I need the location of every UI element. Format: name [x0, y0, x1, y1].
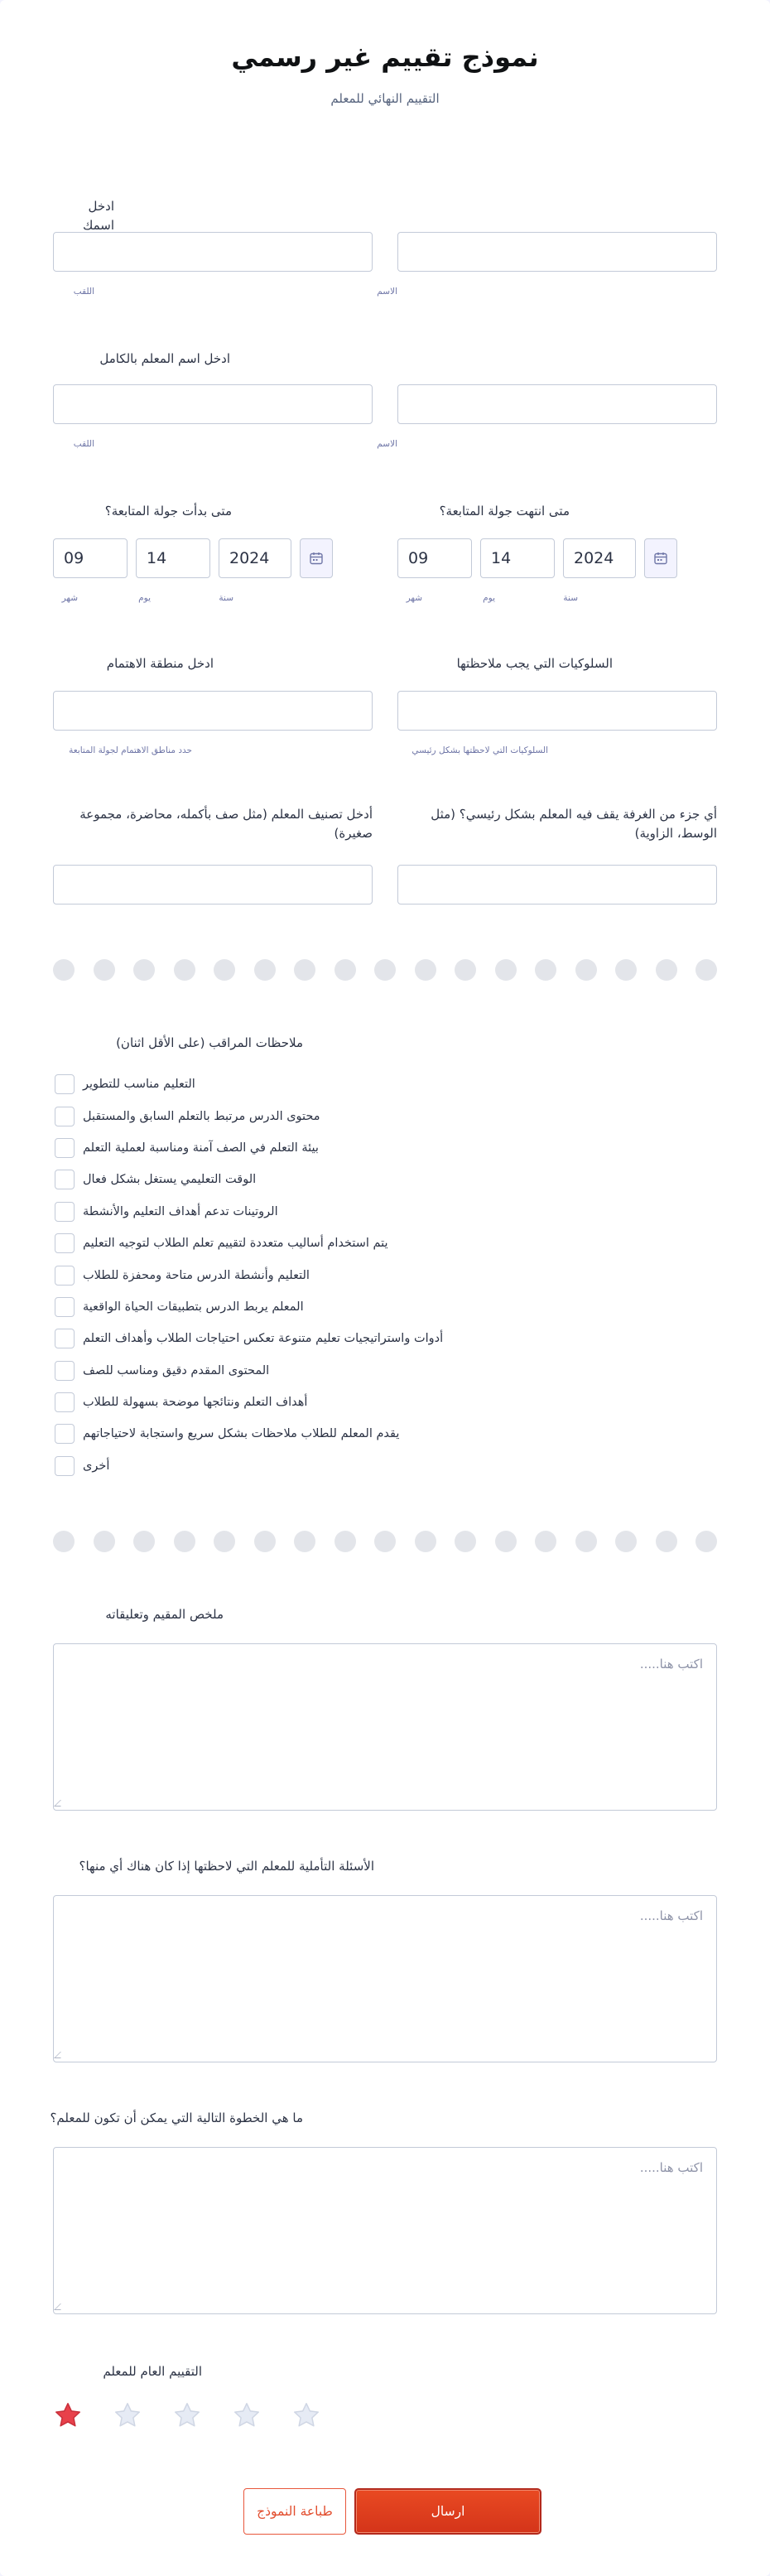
focus-area-label: ادخل منطقة الاهتمام: [106, 656, 214, 671]
summary-textarea[interactable]: [53, 1643, 717, 1811]
teacher-last-name-sublabel: اللقب: [73, 439, 94, 449]
divider-dot: [133, 1531, 155, 1552]
start-year-sublabel: سنة: [219, 593, 233, 603]
divider-dot: [94, 959, 115, 981]
checkbox[interactable]: [55, 1138, 75, 1158]
checkbox-label: المعلم يربط الدرس بتطبيقات الحياة الواقعية: [83, 1300, 304, 1314]
observations-label: ملاحظات المراقب (على الأقل اثنان): [116, 1035, 303, 1050]
checkbox-option[interactable]: [55, 1100, 551, 1131]
observations-list: [55, 1069, 551, 1482]
divider-dot: [53, 1531, 75, 1552]
divider-dot: [455, 1531, 476, 1552]
teacher-first-name-input[interactable]: [397, 384, 717, 424]
next-step-textarea[interactable]: [53, 2147, 717, 2314]
end-month-sublabel: شهر: [406, 593, 422, 603]
checkbox-option[interactable]: [55, 1196, 551, 1228]
submit-button[interactable]: ارسال: [354, 2488, 541, 2535]
divider-dot: [133, 959, 155, 981]
start-day-sublabel: يوم: [138, 593, 151, 603]
divider-dot: [575, 959, 597, 981]
teacher-last-name-input[interactable]: [53, 384, 373, 424]
divider-dot: [214, 959, 235, 981]
checkbox[interactable]: [55, 1202, 75, 1222]
checkbox[interactable]: [55, 1266, 75, 1286]
divider-dot: [535, 959, 556, 981]
divider-dot: [254, 1531, 276, 1552]
end-date-label: متى انتهت جولة المتابعة؟: [439, 504, 570, 519]
checkbox-option[interactable]: [55, 1387, 551, 1418]
checkbox-option[interactable]: [55, 1291, 551, 1323]
start-month-input[interactable]: 09: [53, 538, 128, 578]
checkbox-option[interactable]: [55, 1450, 551, 1482]
divider-dot: [656, 1531, 677, 1552]
divider-dot: [374, 1531, 396, 1552]
checkbox-option[interactable]: [55, 1132, 551, 1164]
checkbox[interactable]: [55, 1170, 75, 1189]
divider-dot: [374, 959, 396, 981]
divider-dot: [174, 1531, 195, 1552]
next-step-placeholder: اكتب هنا.....: [639, 2160, 703, 2175]
summary-placeholder: اكتب هنا.....: [639, 1657, 703, 1672]
checkbox[interactable]: [55, 1233, 75, 1253]
summary-label: ملخص المقيم وتعليقاته: [105, 1607, 224, 1622]
star-icon[interactable]: [291, 2400, 321, 2430]
divider-dot: [615, 1531, 637, 1552]
checkbox-option[interactable]: [55, 1164, 551, 1195]
end-year-input[interactable]: 2024: [563, 538, 636, 578]
checkbox-option[interactable]: [55, 1259, 551, 1290]
divider-dot: [415, 959, 436, 981]
start-month-sublabel: شهر: [61, 593, 78, 603]
next-step-label: ما هي الخطوة التالية التي يمكن أن تكون للمعلم؟: [50, 2110, 303, 2125]
checkbox-option[interactable]: [55, 1355, 551, 1387]
divider-dot: [174, 959, 195, 981]
divider-dot: [656, 959, 677, 981]
checkbox-option[interactable]: [55, 1228, 551, 1259]
checkbox-label: المحتوى المقدم دقيق ومناسب للصف: [83, 1363, 270, 1377]
behaviors-input[interactable]: [397, 691, 717, 731]
divider-dot: [575, 1531, 597, 1552]
divider-dot: [334, 1531, 356, 1552]
end-month-input[interactable]: 09: [397, 538, 472, 578]
checkbox[interactable]: [55, 1361, 75, 1381]
room-part-label: أي جزء من الغرفة يقف فيه المعلم بشكل رئيسي؟ (مثل الوسط، الزاوية): [431, 807, 717, 841]
checkbox-label: التعليم مناسب للتطوير: [83, 1078, 195, 1092]
divider-dot: [334, 959, 356, 981]
start-date-label: متى بدأت جولة المتابعة؟: [104, 504, 232, 519]
behaviors-sublabel: السلوكيات التي لاحظتها بشكل رئيسي: [411, 745, 548, 755]
divider-dot: [294, 959, 315, 981]
print-form-button[interactable]: طباعة النموذج: [243, 2488, 346, 2535]
teacher-classification-input[interactable]: [53, 865, 373, 904]
checkbox[interactable]: [55, 1456, 75, 1476]
focus-area-sublabel: حدد مناطق الاهتمام لجولة المتابعة: [69, 745, 192, 755]
checkbox[interactable]: [55, 1297, 75, 1317]
teacher-first-name-sublabel: الاسم: [377, 439, 397, 449]
checkbox[interactable]: [55, 1074, 75, 1094]
teacher-classification-label: أدخل تصنيف المعلم (مثل صف بأكمله، محاضرة، مجموعة صغيرة): [79, 807, 373, 841]
checkbox[interactable]: [55, 1424, 75, 1444]
rating-label: التقييم العام للمعلم: [103, 2364, 202, 2379]
end-day-input[interactable]: 14: [480, 538, 555, 578]
resize-handle[interactable]: [54, 2303, 67, 2310]
first-name-sublabel: الاسم: [377, 287, 397, 297]
checkbox[interactable]: [55, 1392, 75, 1412]
start-year-input[interactable]: 2024: [219, 538, 291, 578]
calendar-icon[interactable]: [300, 538, 333, 578]
reflective-placeholder: اكتب هنا.....: [639, 1908, 703, 1923]
divider-dot: [695, 959, 717, 981]
checkbox-label: أهداف التعلم ونتائجها موضحة بسهولة للطلاب: [83, 1396, 308, 1410]
checkbox[interactable]: [55, 1107, 75, 1126]
calendar-icon[interactable]: [644, 538, 677, 578]
divider-dot: [254, 959, 276, 981]
start-day-input[interactable]: 14: [136, 538, 210, 578]
reflective-questions-textarea[interactable]: [53, 1895, 717, 2062]
focus-area-input[interactable]: [53, 691, 373, 731]
teacher-name-label: ادخل اسم المعلم بالكامل: [99, 351, 230, 366]
checkbox[interactable]: [55, 1329, 75, 1348]
divider-dot: [455, 959, 476, 981]
form-title: نموذج تقييم غير رسمي: [231, 41, 539, 73]
behaviors-label: السلوكيات التي يجب ملاحظتها: [456, 656, 613, 671]
divider-dot: [535, 1531, 556, 1552]
resize-handle[interactable]: [54, 1800, 67, 1807]
divider-dot: [495, 959, 517, 981]
divider-dot: [415, 1531, 436, 1552]
resize-handle[interactable]: [54, 2052, 67, 2058]
page-divider: [53, 959, 717, 981]
form-subtitle: التقييم النهائي للمعلم: [330, 91, 440, 106]
star-icon[interactable]: [172, 2400, 202, 2430]
rating-stars: [53, 2400, 321, 2430]
divider-dot: [495, 1531, 517, 1552]
divider-dot: [53, 959, 75, 981]
star-icon[interactable]: [53, 2400, 83, 2430]
checkbox-label: أدوات واستراتيجيات تعليم متنوعة تعكس احتياجات الطلاب وأهداف التعلم: [83, 1332, 444, 1346]
divider-dot: [615, 959, 637, 981]
room-part-input[interactable]: [397, 865, 717, 904]
end-day-sublabel: يوم: [483, 593, 495, 603]
divider-dot: [214, 1531, 235, 1552]
divider-dot: [94, 1531, 115, 1552]
checkbox-label: يقدم المعلم للطلاب ملاحظات بشكل سريع واستجابة لاحتياجاتهم: [83, 1427, 400, 1441]
reflective-questions-label: الأسئلة التأملية للمعلم التي لاحظتها إذا كان هناك أي منها؟: [79, 1859, 374, 1874]
end-year-sublabel: سنة: [563, 593, 578, 603]
checkbox-label: أخرى: [83, 1459, 110, 1473]
checkbox-option[interactable]: [55, 1323, 551, 1354]
checkbox-label: التعليم وأنشطة الدرس متاحة ومحفزة للطلاب: [83, 1268, 310, 1282]
checkbox-label: يتم استخدام أساليب متعددة لتقييم تعلم الطلاب لتوجيه التعليم: [83, 1237, 388, 1251]
last-name-sublabel: اللقب: [73, 287, 94, 297]
star-icon[interactable]: [232, 2400, 262, 2430]
checkbox-option[interactable]: [55, 1418, 551, 1450]
star-icon[interactable]: [113, 2400, 142, 2430]
checkbox-label: الروتينات تدعم أهداف التعليم والأنشطة: [83, 1204, 278, 1218]
last-name-input[interactable]: [53, 232, 373, 272]
checkbox-option[interactable]: [55, 1069, 551, 1100]
checkbox-label: الوقت التعليمي يستغل بشكل فعال: [83, 1173, 257, 1187]
first-name-input[interactable]: [397, 232, 717, 272]
full-name-label: ادخل اسمك: [82, 199, 114, 233]
checkbox-label: محتوى الدرس مرتبط بالتعلم السابق والمستقبل: [83, 1109, 320, 1123]
divider-dot: [294, 1531, 315, 1552]
checkbox-label: بيئة التعلم في الصف آمنة ومناسبة لعملية التعلم: [83, 1141, 319, 1155]
divider-dot: [695, 1531, 717, 1552]
page-divider: [53, 1531, 717, 1552]
